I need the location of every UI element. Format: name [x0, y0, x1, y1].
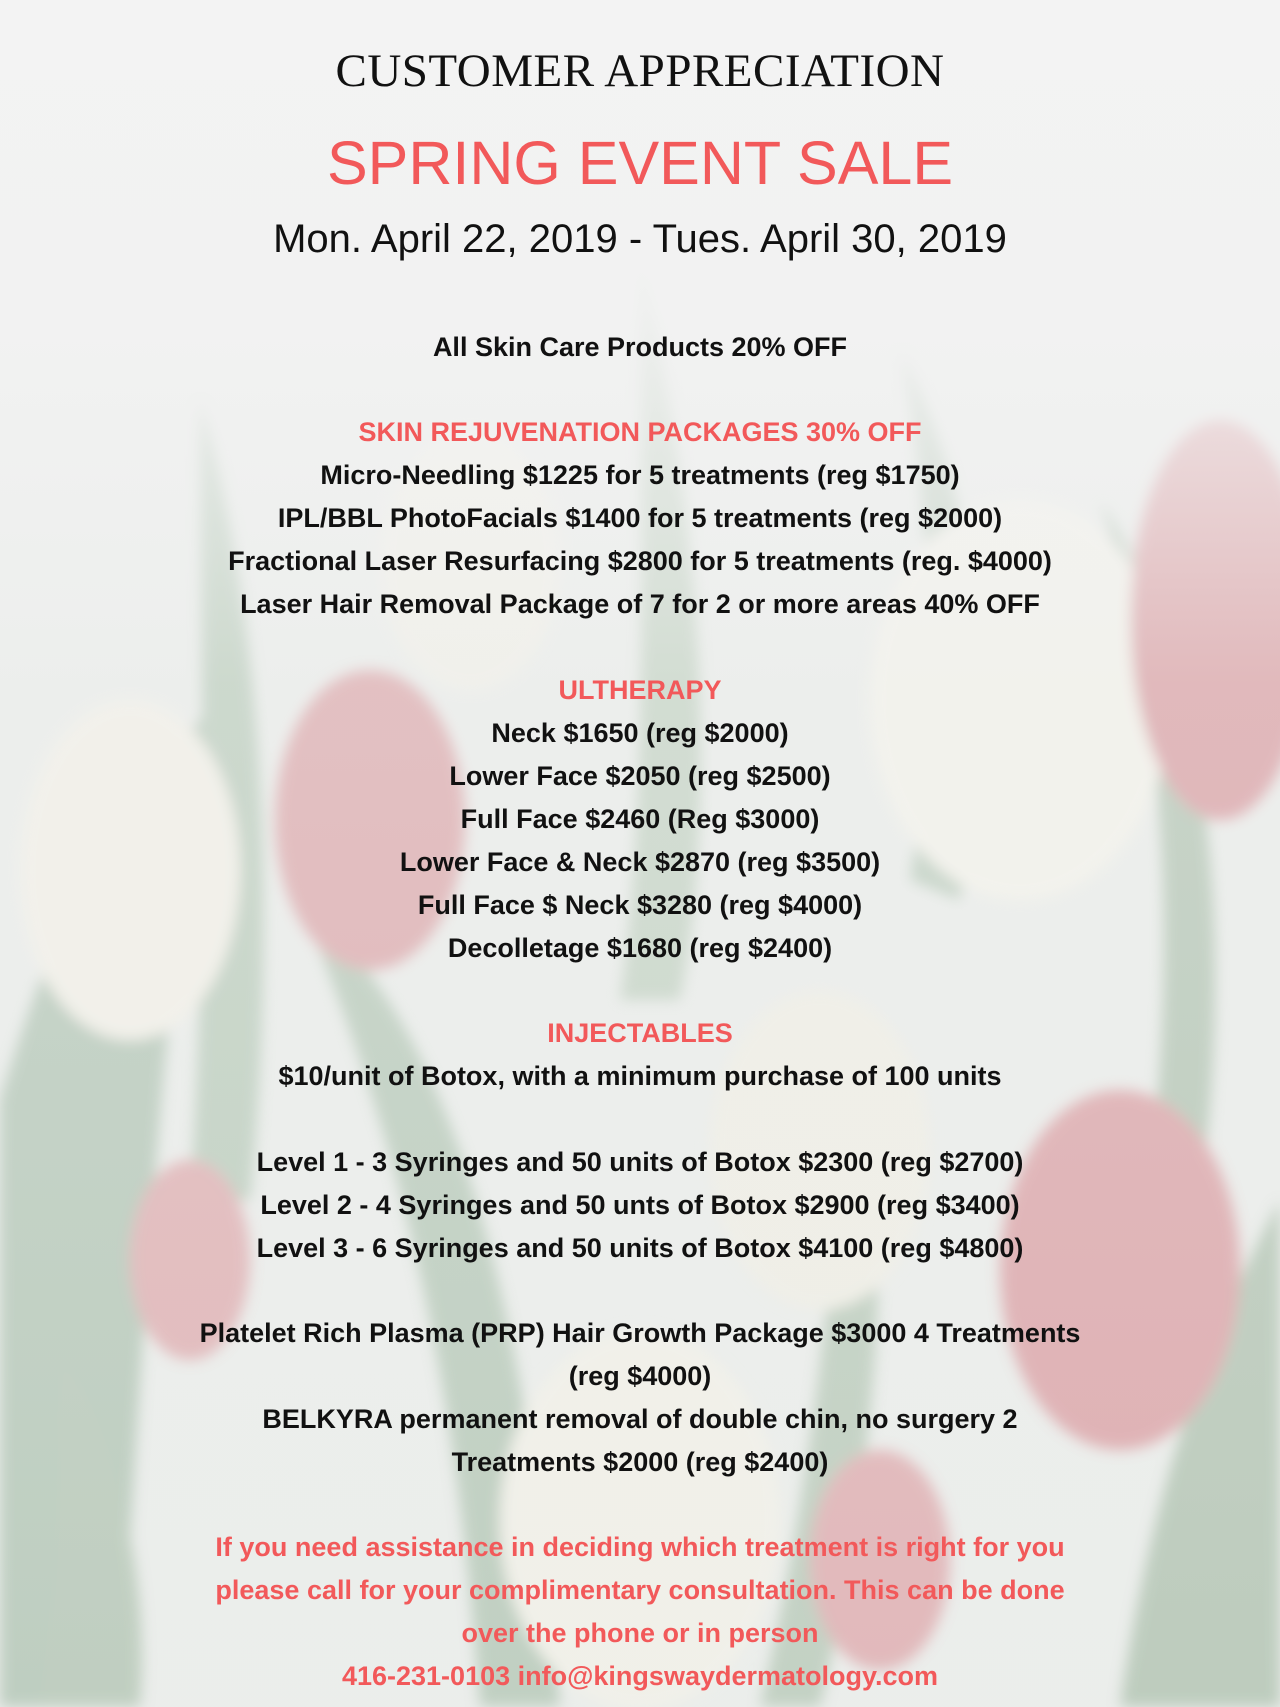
- injectables-heading: INJECTABLES: [547, 1018, 733, 1048]
- rejuvenation-item: Laser Hair Removal Package of 7 for 2 or more areas 40% OFF: [240, 589, 1040, 619]
- rejuvenation-item: Micro-Needling $1225 for 5 treatments (reg $1750): [320, 460, 960, 490]
- botox-offer: $10/unit of Botox, with a minimum purchase of 100 units: [278, 1061, 1002, 1091]
- event-name: SPRING EVENT SALE: [326, 129, 954, 197]
- rejuvenation-item: Fractional Laser Resurfacing $2800 for 5 treatments (reg. $4000): [228, 546, 1052, 576]
- ultherapy-item: Full Face $ Neck $3280 (reg $4000): [417, 890, 863, 920]
- prp-offer: Platelet Rich Plasma (PRP) Hair Growth Package $3000 4 Treatments: [199, 1318, 1081, 1348]
- event-dates: Mon. April 22, 2019 - Tues. April 30, 2019: [273, 217, 1007, 261]
- injectable-level: Level 3 - 6 Syringes and 50 units of Botox $4100 (reg $4800): [256, 1233, 1024, 1263]
- prp-offer-reg-price: (reg $4000): [568, 1361, 712, 1391]
- rejuvenation-heading: SKIN REJUVENATION PACKAGES 30% OFF: [358, 417, 922, 447]
- ultherapy-heading: ULTHERAPY: [558, 675, 722, 705]
- contact-info[interactable]: 416-231-0103 info@kingswaydermatology.com: [341, 1661, 939, 1691]
- ultherapy-item: Lower Face $2050 (reg $2500): [449, 761, 831, 791]
- belkyra-offer: BELKYRA permanent removal of double chin, no surgery 2: [262, 1404, 1018, 1434]
- ultherapy-item: Lower Face & Neck $2870 (reg $3500): [399, 847, 881, 877]
- ultherapy-item: Full Face $2460 (Reg $3000): [460, 804, 820, 834]
- skin-care-offer: All Skin Care Products 20% OFF: [432, 332, 848, 362]
- injectable-level: Level 1 - 3 Syringes and 50 units of Botox $2300 (reg $2700): [256, 1147, 1024, 1177]
- flyer-title: CUSTOMER APPRECIATION: [335, 45, 945, 97]
- belkyra-offer-price: Treatments $2000 (reg $2400): [451, 1447, 829, 1477]
- consultation-note: If you need assistance in deciding which treatment is right for you: [215, 1532, 1065, 1562]
- injectable-level: Level 2 - 4 Syringes and 50 unts of Botox $2900 (reg $3400): [260, 1190, 1020, 1220]
- consultation-note: please call for your complimentary consultation. This can be done: [215, 1575, 1065, 1605]
- ultherapy-item: Neck $1650 (reg $2000): [491, 718, 789, 748]
- rejuvenation-item: IPL/BBL PhotoFacials $1400 for 5 treatments (reg $2000): [277, 503, 1003, 533]
- consultation-note: over the phone or in person: [461, 1618, 819, 1648]
- ultherapy-item: Decolletage $1680 (reg $2400): [447, 933, 833, 963]
